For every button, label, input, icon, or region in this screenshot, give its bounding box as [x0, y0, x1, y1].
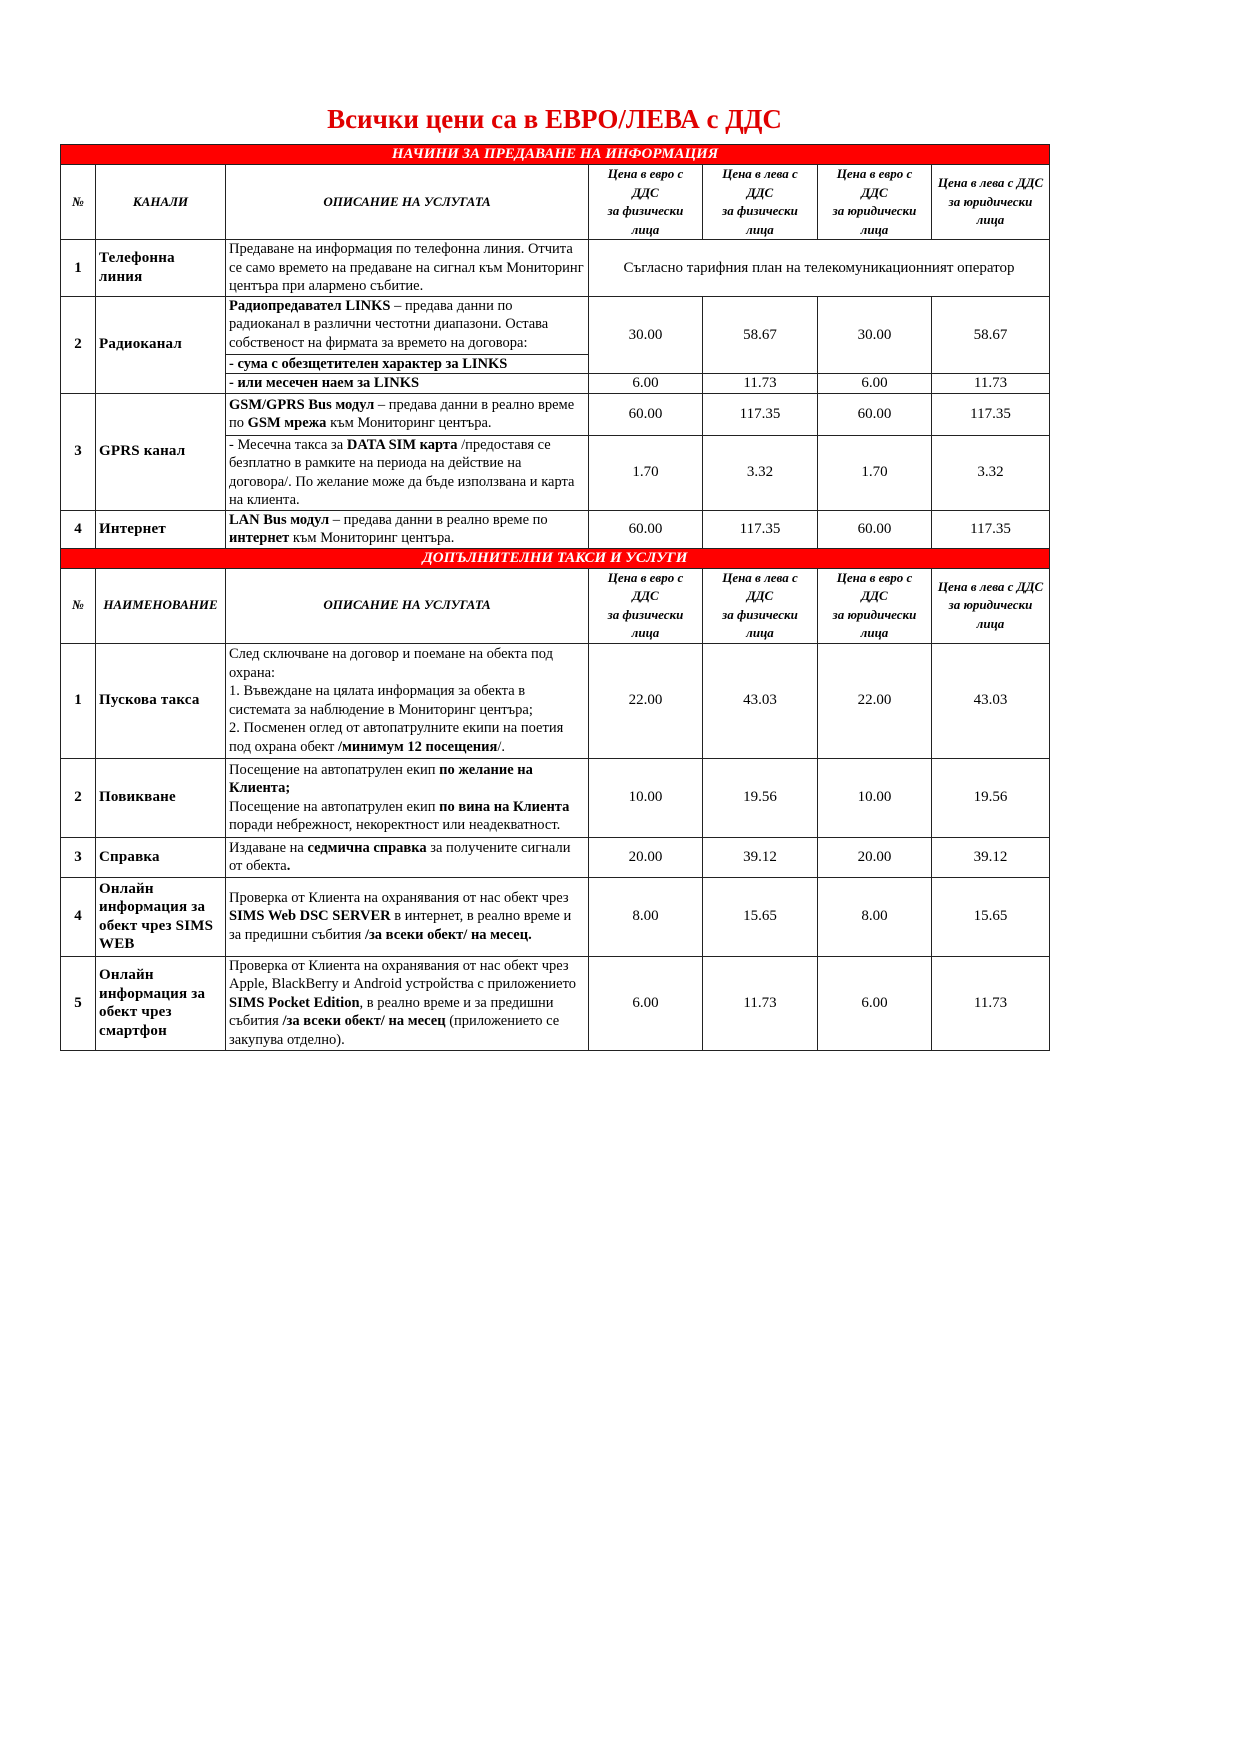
row-name: GPRS канал	[96, 393, 226, 510]
price-bgn-individuals: 117.35	[703, 510, 818, 548]
price-eur-individuals: 60.00	[589, 510, 703, 548]
section-title: ДОПЪЛНИТЕЛНИ ТАКСИ И УСЛУГИ	[61, 548, 1050, 568]
price-eur-companies: 60.00	[818, 510, 932, 548]
col-header-channels: КАНАЛИ	[96, 165, 226, 240]
price-bgn-individuals: 39.12	[703, 837, 818, 877]
price-bgn-companies: 11.73	[932, 956, 1050, 1050]
row-name: Пускова такса	[96, 643, 226, 758]
price-eur-individuals: 8.00	[589, 877, 703, 956]
price-eur-individuals: 10.00	[589, 758, 703, 837]
row-name: Повикване	[96, 758, 226, 837]
row-number: 3	[61, 837, 96, 877]
price-eur-individuals: 6.00	[589, 374, 703, 394]
table-row	[61, 510, 1050, 548]
row-number: 4	[61, 877, 96, 956]
row-number: 3	[61, 393, 96, 510]
row-number: 1	[61, 643, 96, 758]
row-name: Радиоканал	[96, 296, 226, 393]
row-number: 5	[61, 956, 96, 1050]
price-bgn-individuals: 43.03	[703, 643, 818, 758]
section-title: НАЧИНИ ЗА ПРЕДАВАНЕ НА ИНФОРМАЦИЯ	[61, 145, 1050, 165]
table-row	[61, 296, 1050, 354]
price-table	[60, 144, 1050, 1051]
price-bgn-companies: 43.03	[932, 643, 1050, 758]
price-eur-companies: 8.00	[818, 877, 932, 956]
price-bgn-companies: 58.67	[932, 296, 1050, 374]
price-bgn-individuals: 117.35	[703, 393, 818, 435]
price-bgn-companies: 19.56	[932, 758, 1050, 837]
col-header-name: НАИМЕНОВАНИЕ	[96, 568, 226, 643]
table-row	[61, 393, 1050, 435]
row-name: Телефонна линия	[96, 240, 226, 297]
price-eur-individuals: 6.00	[589, 956, 703, 1050]
col-header-bgn-companies: Цена в лева с ДДС за юридически лица	[932, 165, 1050, 240]
table-row	[61, 837, 1050, 877]
table-row	[61, 643, 1050, 758]
col-header-eur-individuals: Цена в евро с ДДС за физически лица	[589, 568, 703, 643]
price-eur-individuals: 20.00	[589, 837, 703, 877]
row-description: Издаване на седмична справка за получените сигнали от обекта.	[226, 837, 589, 877]
row-subitem-data-sim: - Месечна такса за DATA SIM карта /предоставя се безплатно в рамките на периода на действие на договора/. По желание може да бъде използвана и карта на клиента.	[226, 435, 589, 510]
price-bgn-companies: 117.35	[932, 393, 1050, 435]
row-description: Радиопредавател LINKS – предава данни по радиоканал в различни честотни диапазони. Остава собственост на фирмата за времето на договора:	[226, 296, 589, 354]
row-subitem-monthly-rent: - или месечен наем за LINKS	[226, 374, 589, 394]
col-header-eur-companies: Цена в евро с ДДС за юридически лица	[818, 165, 932, 240]
row-number: 2	[61, 296, 96, 393]
section-header-additional-fees	[61, 548, 1050, 568]
price-eur-companies: 6.00	[818, 956, 932, 1050]
price-eur-companies: 22.00	[818, 643, 932, 758]
row-number: 4	[61, 510, 96, 548]
col-header-no: №	[61, 568, 96, 643]
price-bgn-individuals: 3.32	[703, 435, 818, 510]
price-bgn-companies: 11.73	[932, 374, 1050, 394]
price-eur-individuals: 60.00	[589, 393, 703, 435]
price-bgn-individuals: 11.73	[703, 374, 818, 394]
price-bgn-individuals: 58.67	[703, 296, 818, 374]
row-name: Интернет	[96, 510, 226, 548]
price-eur-individuals: 30.00	[589, 296, 703, 374]
column-header-row	[61, 568, 1050, 643]
price-bgn-companies: 117.35	[932, 510, 1050, 548]
row-description: LAN Bus модул – предава данни в реално време по интернет към Мониторинг центъра.	[226, 510, 589, 548]
tariff-note: Съгласно тарифния план на телекомуникационният оператор	[589, 240, 1050, 297]
col-header-bgn-companies: Цена в лева с ДДС за юридически лица	[932, 568, 1050, 643]
table-row	[61, 758, 1050, 837]
col-header-eur-companies: Цена в евро с ДДС за юридически лица	[818, 568, 932, 643]
col-header-description: ОПИСАНИЕ НА УСЛУГАТА	[226, 568, 589, 643]
column-header-row	[61, 165, 1050, 240]
row-number: 2	[61, 758, 96, 837]
price-bgn-companies: 3.32	[932, 435, 1050, 510]
row-name: Онлайн информация за обект чрез SIMS WEB	[96, 877, 226, 956]
section-header-transmission	[61, 145, 1050, 165]
col-header-no: №	[61, 165, 96, 240]
price-eur-companies: 30.00	[818, 296, 932, 374]
row-description: Предаване на информация по телефонна линия. Отчита се само времето на предаване на сигнал към Мониторинг центъра при алармено събитие.	[226, 240, 589, 297]
price-bgn-individuals: 19.56	[703, 758, 818, 837]
table-row	[61, 877, 1050, 956]
col-header-description: ОПИСАНИЕ НА УСЛУГАТА	[226, 165, 589, 240]
price-eur-individuals: 22.00	[589, 643, 703, 758]
col-header-bgn-individuals: Цена в лева с ДДС за физически лица	[703, 568, 818, 643]
price-eur-individuals: 1.70	[589, 435, 703, 510]
row-description: Проверка от Клиента на охранявания от нас обект чрез SIMS Web DSC SERVER в интернет, в реално време и за предишни събития /за всеки обект/ на месец.	[226, 877, 589, 956]
price-bgn-individuals: 15.65	[703, 877, 818, 956]
row-subitem-compensation: - сума с обезщетителен характер за LINKS	[226, 354, 589, 374]
price-bgn-companies: 39.12	[932, 837, 1050, 877]
col-header-eur-individuals: Цена в евро с ДДС за физически лица	[589, 165, 703, 240]
row-name: Онлайн информация за обект чрез смартфон	[96, 956, 226, 1050]
price-eur-companies: 60.00	[818, 393, 932, 435]
price-bgn-companies: 15.65	[932, 877, 1050, 956]
row-number: 1	[61, 240, 96, 297]
table-row	[61, 956, 1050, 1050]
row-description: Посещение на автопатрулен екип по желание на Клиента; Посещение на автопатрулен екип по вина на Клиента поради небрежност, некоректност или неадекватност.	[226, 758, 589, 837]
price-eur-companies: 6.00	[818, 374, 932, 394]
row-name: Справка	[96, 837, 226, 877]
col-header-bgn-individuals: Цена в лева с ДДС за физически лица	[703, 165, 818, 240]
price-eur-companies: 10.00	[818, 758, 932, 837]
table-row	[61, 240, 1050, 297]
row-description: Проверка от Клиента на охранявания от нас обект чрез Apple, BlackBerry и Android устройства с приложението SIMS Pocket Edition, в реално време и за предишни събития /за всеки обект/ на месец (приложението се закупува отделно).	[226, 956, 589, 1050]
row-description: GSM/GPRS Bus модул – предава данни в реално време по GSM мрежа към Мониторинг центъра.	[226, 393, 589, 435]
price-eur-companies: 20.00	[818, 837, 932, 877]
price-eur-companies: 1.70	[818, 435, 932, 510]
page-title: Всички цени са в ЕВРО/ЛЕВА с ДДС	[327, 104, 782, 134]
row-description: След сключване на договор и поемане на обекта под охрана: 1. Въвеждане на цялата информация за обекта в системата за наблюдение в Мониторинг центъра; 2. Посменен оглед от автопатрулните екипи на поетия под охрана обект /минимум 12 посещения/.	[226, 643, 589, 758]
price-bgn-individuals: 11.73	[703, 956, 818, 1050]
